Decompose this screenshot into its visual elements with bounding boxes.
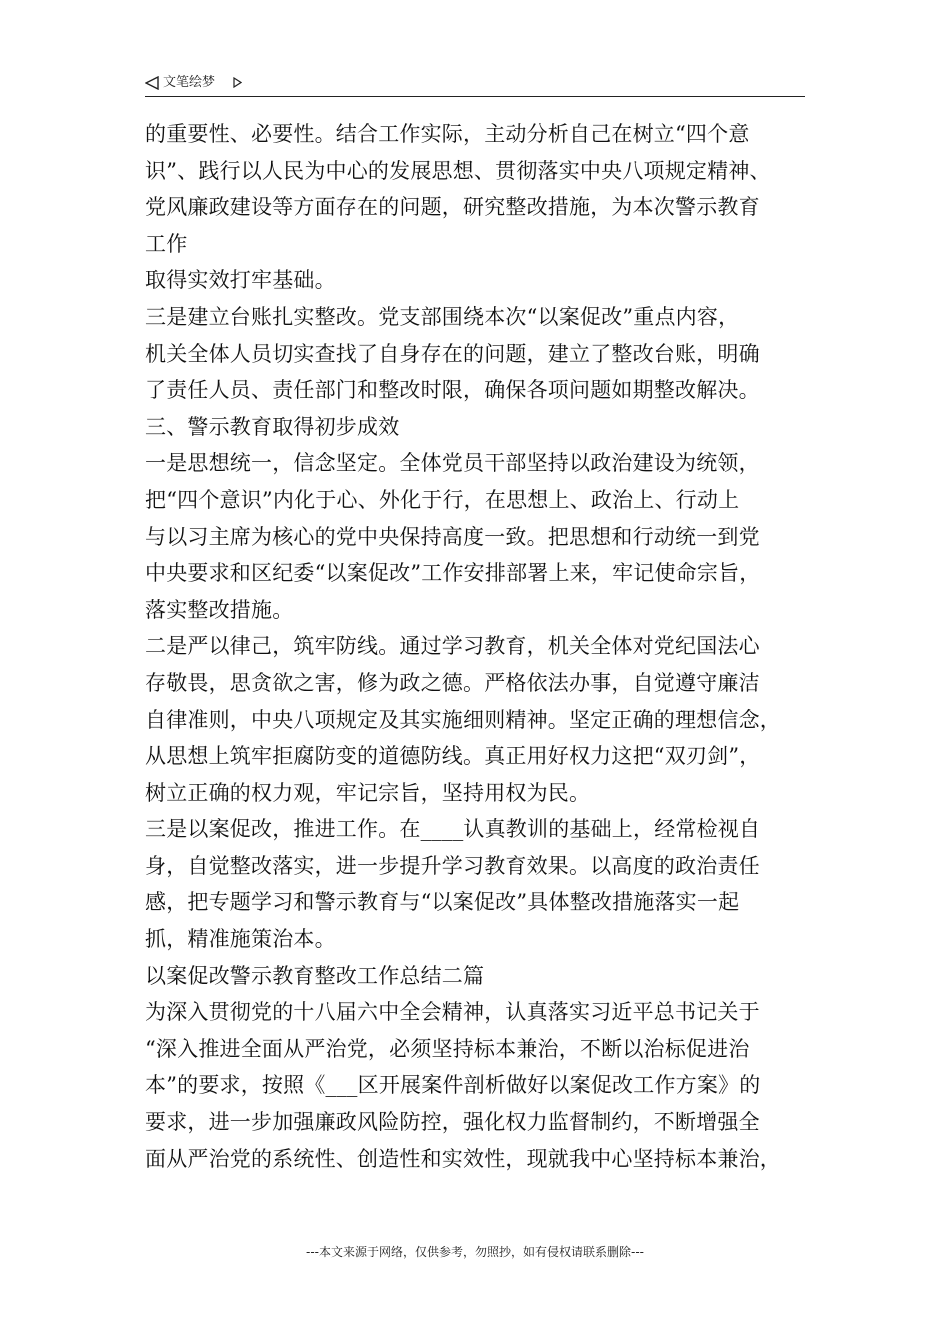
body-line: 自律准则，中央八项规定及其实施细则精神。坚定正确的理想信念， xyxy=(145,707,781,732)
body-line: 为深入贯彻党的十八届六中全会精神，认真落实习近平总书记关于 xyxy=(145,1000,760,1025)
body-line: 三是建立台账扎实整改。党支部围绕本次“以案促改”重点内容， xyxy=(145,304,740,329)
body-line: 取得实效打牢基础。 xyxy=(145,268,336,293)
body-line: 存敬畏，思贪欲之害，修为政之德。严格依法办事，自觉遵守廉洁 xyxy=(145,670,760,695)
body-line: 识”、践行以人民为中心的发展思想、贯彻落实中央八项规定精神、 xyxy=(145,158,771,183)
body-line: 与以习主席为核心的党中央保持高度一致。把思想和行动统一到党 xyxy=(145,524,760,549)
triangle-left-icon xyxy=(145,76,159,90)
body-line: 党风廉政建设等方面存在的问题，研究整改措施，为本次警示教育 xyxy=(145,195,760,220)
body-line: 身，自觉整改落实，进一步提升学习教育效果。以高度的政治责任 xyxy=(145,853,760,878)
body-line: 的重要性、必要性。结合工作实际，主动分析自己在树立“四个意 xyxy=(145,122,750,146)
body-line: 一是思想统一，信念坚定。全体党员干部坚持以政治建设为统领， xyxy=(145,451,760,476)
body-line: 本”的要求，按照《___区开展案件剖析做好以案促改工作方案》的 xyxy=(145,1073,761,1098)
body-line: 三是以案促改，推进工作。在____认真教训的基础上，经常检视自 xyxy=(145,817,761,842)
body-line: 从思想上筑牢拒腐防变的道德防线。真正用好权力这把“双刃剑”， xyxy=(145,744,761,769)
section-heading: 以案促改警示教育整改工作总结二篇 xyxy=(145,963,485,988)
body-line: 面从严治党的系统性、创造性和实效性，现就我中心坚持标本兼治， xyxy=(145,1146,781,1171)
body-line: 机关全体人员切实查找了自身存在的问题，建立了整改台账，明确 xyxy=(145,341,760,366)
page-footer: ---本文来源于网络，仅供参考，勿照抄，如有侵权请联系删除--- xyxy=(306,1245,644,1259)
body-line: 二是严以律己，筑牢防线。通过学习教育，机关全体对党纪国法心 xyxy=(145,634,760,659)
body-line: 了责任人员、责任部门和整改时限，确保各项问题如期整改解决。 xyxy=(145,378,760,403)
triangle-right-icon xyxy=(233,77,242,88)
header-title: 文笔绘梦 xyxy=(163,75,216,90)
body-line: 工作 xyxy=(145,231,188,256)
document-body xyxy=(145,116,815,1177)
body-line: 抓，精准施策治本。 xyxy=(145,927,336,952)
body-line: 把“四个意识”内化于心、外化于行，在思想上、政治上、行动上 xyxy=(145,487,740,512)
body-line: 要求，进一步加强廉政风险防控，强化权力监督制约，不断增强全 xyxy=(145,1110,760,1135)
body-line: 落实整改措施。 xyxy=(145,597,294,622)
body-line: “深入推进全面从严治党，必须坚持标本兼治，不断以治标促进治 xyxy=(145,1036,750,1061)
section-heading: 三、警示教育取得初步成效 xyxy=(145,414,400,439)
body-line: 中央要求和区纪委“以案促改”工作安排部署上来，牢记使命宗旨， xyxy=(145,561,761,586)
page-header xyxy=(145,74,805,97)
body-line: 树立正确的权力观，牢记宗旨，坚持用权为民。 xyxy=(145,780,591,805)
body-line: 感，把专题学习和警示教育与“以案促改”具体整改措施落实一起 xyxy=(145,890,740,915)
